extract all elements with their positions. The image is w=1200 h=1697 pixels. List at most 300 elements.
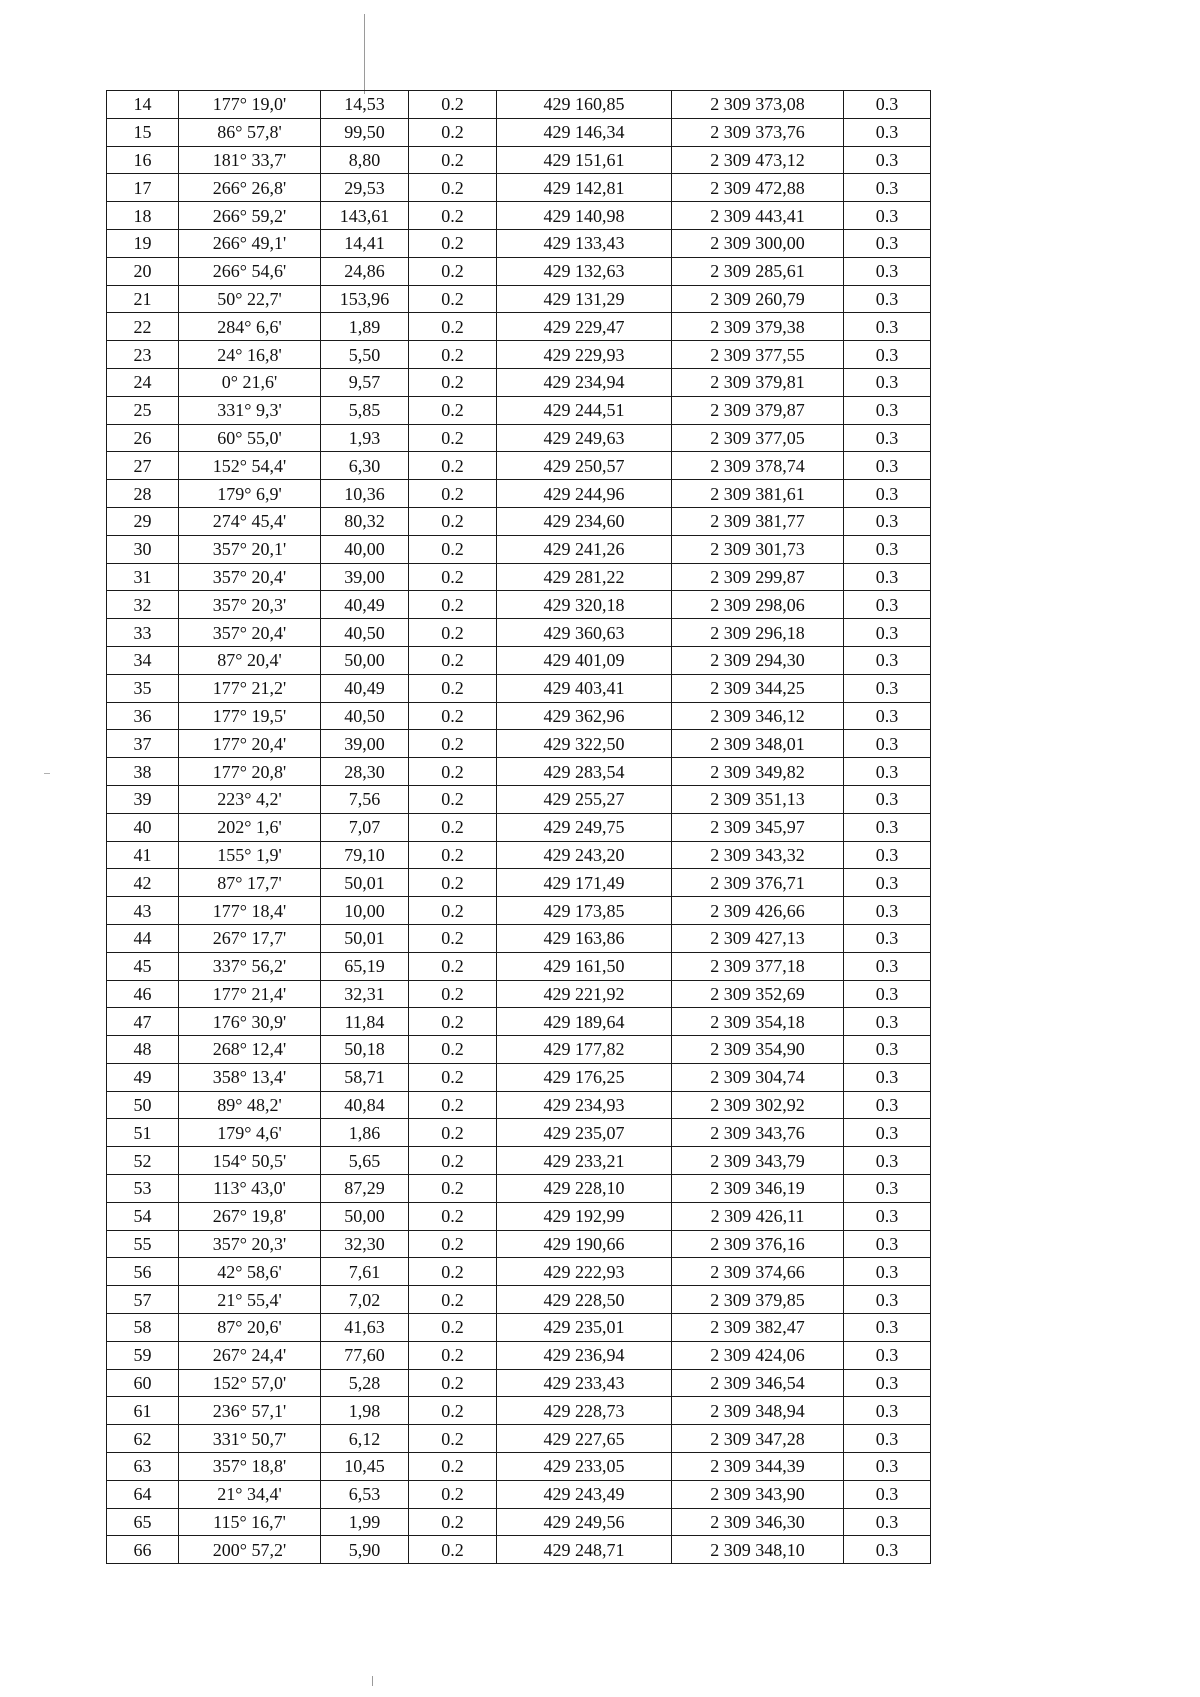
y-coordinate-cell: 2 309 378,74 bbox=[672, 452, 844, 480]
length-error-cell: 0.2 bbox=[409, 1202, 497, 1230]
direction-angle-cell: 266° 54,6' bbox=[179, 257, 321, 285]
table-row bbox=[107, 1258, 931, 1286]
length-error-cell: 0.2 bbox=[409, 730, 497, 758]
point-number-cell: 66 bbox=[107, 1536, 179, 1564]
position-error-cell: 0.3 bbox=[844, 1036, 931, 1064]
position-error-cell: 0.3 bbox=[844, 1286, 931, 1314]
length-error-cell: 0.2 bbox=[409, 507, 497, 535]
scan-artifact-line bbox=[372, 1676, 373, 1686]
table-row bbox=[107, 1175, 931, 1203]
line-length-cell: 11,84 bbox=[321, 1008, 409, 1036]
line-length-cell: 40,00 bbox=[321, 535, 409, 563]
direction-angle-cell: 42° 58,6' bbox=[179, 1258, 321, 1286]
line-length-cell: 28,30 bbox=[321, 758, 409, 786]
point-number-cell: 41 bbox=[107, 841, 179, 869]
y-coordinate-cell: 2 309 381,61 bbox=[672, 480, 844, 508]
table-row bbox=[107, 1147, 931, 1175]
direction-angle-cell: 177° 19,0' bbox=[179, 91, 321, 119]
coordinates-table bbox=[106, 90, 931, 1564]
position-error-cell: 0.3 bbox=[844, 1063, 931, 1091]
direction-angle-cell: 266° 49,1' bbox=[179, 229, 321, 257]
direction-angle-cell: 357° 20,3' bbox=[179, 591, 321, 619]
y-coordinate-cell: 2 309 426,11 bbox=[672, 1202, 844, 1230]
y-coordinate-cell: 2 309 296,18 bbox=[672, 619, 844, 647]
x-coordinate-cell: 429 221,92 bbox=[497, 980, 672, 1008]
length-error-cell: 0.2 bbox=[409, 285, 497, 313]
x-coordinate-cell: 429 229,93 bbox=[497, 341, 672, 369]
position-error-cell: 0.3 bbox=[844, 1397, 931, 1425]
y-coordinate-cell: 2 309 381,77 bbox=[672, 507, 844, 535]
table-row bbox=[107, 563, 931, 591]
line-length-cell: 7,61 bbox=[321, 1258, 409, 1286]
y-coordinate-cell: 2 309 346,19 bbox=[672, 1175, 844, 1203]
position-error-cell: 0.3 bbox=[844, 1425, 931, 1453]
x-coordinate-cell: 429 283,54 bbox=[497, 758, 672, 786]
x-coordinate-cell: 429 190,66 bbox=[497, 1230, 672, 1258]
position-error-cell: 0.3 bbox=[844, 535, 931, 563]
table-row bbox=[107, 1063, 931, 1091]
position-error-cell: 0.3 bbox=[844, 1091, 931, 1119]
y-coordinate-cell: 2 309 373,76 bbox=[672, 118, 844, 146]
direction-angle-cell: 177° 21,2' bbox=[179, 674, 321, 702]
position-error-cell: 0.3 bbox=[844, 341, 931, 369]
position-error-cell: 0.3 bbox=[844, 813, 931, 841]
point-number-cell: 25 bbox=[107, 396, 179, 424]
position-error-cell: 0.3 bbox=[844, 1369, 931, 1397]
position-error-cell: 0.3 bbox=[844, 758, 931, 786]
x-coordinate-cell: 429 250,57 bbox=[497, 452, 672, 480]
line-length-cell: 10,45 bbox=[321, 1453, 409, 1481]
position-error-cell: 0.3 bbox=[844, 507, 931, 535]
position-error-cell: 0.3 bbox=[844, 146, 931, 174]
length-error-cell: 0.2 bbox=[409, 1063, 497, 1091]
point-number-cell: 50 bbox=[107, 1091, 179, 1119]
length-error-cell: 0.2 bbox=[409, 424, 497, 452]
point-number-cell: 60 bbox=[107, 1369, 179, 1397]
line-length-cell: 50,01 bbox=[321, 924, 409, 952]
table-row bbox=[107, 229, 931, 257]
length-error-cell: 0.2 bbox=[409, 257, 497, 285]
point-number-cell: 43 bbox=[107, 897, 179, 925]
table-row bbox=[107, 841, 931, 869]
y-coordinate-cell: 2 309 376,71 bbox=[672, 869, 844, 897]
line-length-cell: 40,50 bbox=[321, 702, 409, 730]
point-number-cell: 58 bbox=[107, 1314, 179, 1342]
x-coordinate-cell: 429 160,85 bbox=[497, 91, 672, 119]
x-coordinate-cell: 429 320,18 bbox=[497, 591, 672, 619]
x-coordinate-cell: 429 249,63 bbox=[497, 424, 672, 452]
length-error-cell: 0.2 bbox=[409, 674, 497, 702]
position-error-cell: 0.3 bbox=[844, 702, 931, 730]
point-number-cell: 31 bbox=[107, 563, 179, 591]
length-error-cell: 0.2 bbox=[409, 91, 497, 119]
length-error-cell: 0.2 bbox=[409, 1147, 497, 1175]
length-error-cell: 0.2 bbox=[409, 1453, 497, 1481]
y-coordinate-cell: 2 309 424,06 bbox=[672, 1341, 844, 1369]
length-error-cell: 0.2 bbox=[409, 1036, 497, 1064]
y-coordinate-cell: 2 309 344,39 bbox=[672, 1453, 844, 1481]
point-number-cell: 62 bbox=[107, 1425, 179, 1453]
direction-angle-cell: 267° 19,8' bbox=[179, 1202, 321, 1230]
table-row bbox=[107, 1397, 931, 1425]
line-length-cell: 41,63 bbox=[321, 1314, 409, 1342]
length-error-cell: 0.2 bbox=[409, 396, 497, 424]
y-coordinate-cell: 2 309 343,76 bbox=[672, 1119, 844, 1147]
direction-angle-cell: 21° 55,4' bbox=[179, 1286, 321, 1314]
x-coordinate-cell: 429 146,34 bbox=[497, 118, 672, 146]
position-error-cell: 0.3 bbox=[844, 1258, 931, 1286]
x-coordinate-cell: 429 228,50 bbox=[497, 1286, 672, 1314]
line-length-cell: 99,50 bbox=[321, 118, 409, 146]
y-coordinate-cell: 2 309 374,66 bbox=[672, 1258, 844, 1286]
point-number-cell: 59 bbox=[107, 1341, 179, 1369]
x-coordinate-cell: 429 235,01 bbox=[497, 1314, 672, 1342]
length-error-cell: 0.2 bbox=[409, 146, 497, 174]
direction-angle-cell: 60° 55,0' bbox=[179, 424, 321, 452]
x-coordinate-cell: 429 163,86 bbox=[497, 924, 672, 952]
length-error-cell: 0.2 bbox=[409, 1397, 497, 1425]
position-error-cell: 0.3 bbox=[844, 285, 931, 313]
position-error-cell: 0.3 bbox=[844, 924, 931, 952]
y-coordinate-cell: 2 309 351,13 bbox=[672, 785, 844, 813]
table-row bbox=[107, 1341, 931, 1369]
y-coordinate-cell: 2 309 344,25 bbox=[672, 674, 844, 702]
point-number-cell: 28 bbox=[107, 480, 179, 508]
position-error-cell: 0.3 bbox=[844, 1314, 931, 1342]
y-coordinate-cell: 2 309 348,94 bbox=[672, 1397, 844, 1425]
length-error-cell: 0.2 bbox=[409, 563, 497, 591]
direction-angle-cell: 87° 17,7' bbox=[179, 869, 321, 897]
length-error-cell: 0.2 bbox=[409, 202, 497, 230]
point-number-cell: 40 bbox=[107, 813, 179, 841]
direction-angle-cell: 236° 57,1' bbox=[179, 1397, 321, 1425]
position-error-cell: 0.3 bbox=[844, 424, 931, 452]
direction-angle-cell: 223° 4,2' bbox=[179, 785, 321, 813]
y-coordinate-cell: 2 309 347,28 bbox=[672, 1425, 844, 1453]
position-error-cell: 0.3 bbox=[844, 591, 931, 619]
position-error-cell: 0.3 bbox=[844, 1147, 931, 1175]
line-length-cell: 6,12 bbox=[321, 1425, 409, 1453]
point-number-cell: 54 bbox=[107, 1202, 179, 1230]
line-length-cell: 14,53 bbox=[321, 91, 409, 119]
x-coordinate-cell: 429 228,73 bbox=[497, 1397, 672, 1425]
y-coordinate-cell: 2 309 379,38 bbox=[672, 313, 844, 341]
y-coordinate-cell: 2 309 346,12 bbox=[672, 702, 844, 730]
length-error-cell: 0.2 bbox=[409, 785, 497, 813]
point-number-cell: 56 bbox=[107, 1258, 179, 1286]
table-row bbox=[107, 813, 931, 841]
direction-angle-cell: 87° 20,4' bbox=[179, 646, 321, 674]
x-coordinate-cell: 429 132,63 bbox=[497, 257, 672, 285]
length-error-cell: 0.2 bbox=[409, 591, 497, 619]
length-error-cell: 0.2 bbox=[409, 758, 497, 786]
table-row bbox=[107, 1036, 931, 1064]
line-length-cell: 50,18 bbox=[321, 1036, 409, 1064]
y-coordinate-cell: 2 309 348,01 bbox=[672, 730, 844, 758]
x-coordinate-cell: 429 140,98 bbox=[497, 202, 672, 230]
point-number-cell: 46 bbox=[107, 980, 179, 1008]
direction-angle-cell: 24° 16,8' bbox=[179, 341, 321, 369]
direction-angle-cell: 358° 13,4' bbox=[179, 1063, 321, 1091]
y-coordinate-cell: 2 309 343,79 bbox=[672, 1147, 844, 1175]
table-row bbox=[107, 396, 931, 424]
x-coordinate-cell: 429 234,93 bbox=[497, 1091, 672, 1119]
direction-angle-cell: 357° 20,3' bbox=[179, 1230, 321, 1258]
direction-angle-cell: 331° 50,7' bbox=[179, 1425, 321, 1453]
table-row bbox=[107, 341, 931, 369]
length-error-cell: 0.2 bbox=[409, 1425, 497, 1453]
position-error-cell: 0.3 bbox=[844, 841, 931, 869]
x-coordinate-cell: 429 235,07 bbox=[497, 1119, 672, 1147]
length-error-cell: 0.2 bbox=[409, 1286, 497, 1314]
length-error-cell: 0.2 bbox=[409, 841, 497, 869]
x-coordinate-cell: 429 322,50 bbox=[497, 730, 672, 758]
table-row bbox=[107, 424, 931, 452]
length-error-cell: 0.2 bbox=[409, 368, 497, 396]
direction-angle-cell: 87° 20,6' bbox=[179, 1314, 321, 1342]
direction-angle-cell: 50° 22,7' bbox=[179, 285, 321, 313]
y-coordinate-cell: 2 309 377,18 bbox=[672, 952, 844, 980]
table-row bbox=[107, 174, 931, 202]
point-number-cell: 29 bbox=[107, 507, 179, 535]
point-number-cell: 48 bbox=[107, 1036, 179, 1064]
length-error-cell: 0.2 bbox=[409, 1508, 497, 1536]
position-error-cell: 0.3 bbox=[844, 563, 931, 591]
position-error-cell: 0.3 bbox=[844, 646, 931, 674]
position-error-cell: 0.3 bbox=[844, 730, 931, 758]
table-row bbox=[107, 1480, 931, 1508]
x-coordinate-cell: 429 236,94 bbox=[497, 1341, 672, 1369]
line-length-cell: 79,10 bbox=[321, 841, 409, 869]
line-length-cell: 6,53 bbox=[321, 1480, 409, 1508]
point-number-cell: 45 bbox=[107, 952, 179, 980]
length-error-cell: 0.2 bbox=[409, 1175, 497, 1203]
table-row bbox=[107, 368, 931, 396]
y-coordinate-cell: 2 309 376,16 bbox=[672, 1230, 844, 1258]
direction-angle-cell: 177° 18,4' bbox=[179, 897, 321, 925]
line-length-cell: 1,98 bbox=[321, 1397, 409, 1425]
point-number-cell: 16 bbox=[107, 146, 179, 174]
length-error-cell: 0.2 bbox=[409, 924, 497, 952]
table-row bbox=[107, 1202, 931, 1230]
length-error-cell: 0.2 bbox=[409, 341, 497, 369]
line-length-cell: 143,61 bbox=[321, 202, 409, 230]
line-length-cell: 24,86 bbox=[321, 257, 409, 285]
line-length-cell: 1,86 bbox=[321, 1119, 409, 1147]
point-number-cell: 26 bbox=[107, 424, 179, 452]
line-length-cell: 7,07 bbox=[321, 813, 409, 841]
position-error-cell: 0.3 bbox=[844, 202, 931, 230]
x-coordinate-cell: 429 249,75 bbox=[497, 813, 672, 841]
x-coordinate-cell: 429 233,05 bbox=[497, 1453, 672, 1481]
y-coordinate-cell: 2 309 473,12 bbox=[672, 146, 844, 174]
x-coordinate-cell: 429 281,22 bbox=[497, 563, 672, 591]
table-row bbox=[107, 952, 931, 980]
x-coordinate-cell: 429 229,47 bbox=[497, 313, 672, 341]
position-error-cell: 0.3 bbox=[844, 897, 931, 925]
direction-angle-cell: 176° 30,9' bbox=[179, 1008, 321, 1036]
x-coordinate-cell: 429 241,26 bbox=[497, 535, 672, 563]
table-row bbox=[107, 285, 931, 313]
point-number-cell: 44 bbox=[107, 924, 179, 952]
point-number-cell: 52 bbox=[107, 1147, 179, 1175]
coordinates-table-body bbox=[107, 91, 931, 1564]
y-coordinate-cell: 2 309 304,74 bbox=[672, 1063, 844, 1091]
point-number-cell: 61 bbox=[107, 1397, 179, 1425]
line-length-cell: 1,89 bbox=[321, 313, 409, 341]
y-coordinate-cell: 2 309 426,66 bbox=[672, 897, 844, 925]
length-error-cell: 0.2 bbox=[409, 1536, 497, 1564]
point-number-cell: 53 bbox=[107, 1175, 179, 1203]
position-error-cell: 0.3 bbox=[844, 1508, 931, 1536]
direction-angle-cell: 337° 56,2' bbox=[179, 952, 321, 980]
direction-angle-cell: 200° 57,2' bbox=[179, 1536, 321, 1564]
length-error-cell: 0.2 bbox=[409, 174, 497, 202]
direction-angle-cell: 89° 48,2' bbox=[179, 1091, 321, 1119]
length-error-cell: 0.2 bbox=[409, 535, 497, 563]
line-length-cell: 5,50 bbox=[321, 341, 409, 369]
direction-angle-cell: 357° 20,1' bbox=[179, 535, 321, 563]
y-coordinate-cell: 2 309 427,13 bbox=[672, 924, 844, 952]
table-row bbox=[107, 702, 931, 730]
line-length-cell: 87,29 bbox=[321, 1175, 409, 1203]
line-length-cell: 32,31 bbox=[321, 980, 409, 1008]
table-row bbox=[107, 785, 931, 813]
point-number-cell: 65 bbox=[107, 1508, 179, 1536]
point-number-cell: 42 bbox=[107, 869, 179, 897]
table-row bbox=[107, 1425, 931, 1453]
y-coordinate-cell: 2 309 343,90 bbox=[672, 1480, 844, 1508]
table-row bbox=[107, 1091, 931, 1119]
y-coordinate-cell: 2 309 346,54 bbox=[672, 1369, 844, 1397]
y-coordinate-cell: 2 309 379,87 bbox=[672, 396, 844, 424]
direction-angle-cell: 357° 18,8' bbox=[179, 1453, 321, 1481]
direction-angle-cell: 152° 57,0' bbox=[179, 1369, 321, 1397]
point-number-cell: 63 bbox=[107, 1453, 179, 1481]
table-row bbox=[107, 452, 931, 480]
point-number-cell: 32 bbox=[107, 591, 179, 619]
length-error-cell: 0.2 bbox=[409, 1369, 497, 1397]
line-length-cell: 65,19 bbox=[321, 952, 409, 980]
scan-artifact-line bbox=[364, 14, 365, 94]
table-row bbox=[107, 535, 931, 563]
table-row bbox=[107, 507, 931, 535]
position-error-cell: 0.3 bbox=[844, 368, 931, 396]
line-length-cell: 39,00 bbox=[321, 730, 409, 758]
length-error-cell: 0.2 bbox=[409, 869, 497, 897]
table-row bbox=[107, 980, 931, 1008]
direction-angle-cell: 177° 20,4' bbox=[179, 730, 321, 758]
direction-angle-cell: 331° 9,3' bbox=[179, 396, 321, 424]
table-row bbox=[107, 897, 931, 925]
table-row bbox=[107, 1119, 931, 1147]
table-row bbox=[107, 313, 931, 341]
x-coordinate-cell: 429 234,94 bbox=[497, 368, 672, 396]
point-number-cell: 47 bbox=[107, 1008, 179, 1036]
length-error-cell: 0.2 bbox=[409, 952, 497, 980]
position-error-cell: 0.3 bbox=[844, 313, 931, 341]
table-row bbox=[107, 646, 931, 674]
length-error-cell: 0.2 bbox=[409, 619, 497, 647]
line-length-cell: 5,65 bbox=[321, 1147, 409, 1175]
point-number-cell: 35 bbox=[107, 674, 179, 702]
point-number-cell: 33 bbox=[107, 619, 179, 647]
position-error-cell: 0.3 bbox=[844, 1119, 931, 1147]
direction-angle-cell: 177° 20,8' bbox=[179, 758, 321, 786]
point-number-cell: 64 bbox=[107, 1480, 179, 1508]
x-coordinate-cell: 429 244,96 bbox=[497, 480, 672, 508]
point-number-cell: 23 bbox=[107, 341, 179, 369]
line-length-cell: 58,71 bbox=[321, 1063, 409, 1091]
length-error-cell: 0.2 bbox=[409, 452, 497, 480]
y-coordinate-cell: 2 309 472,88 bbox=[672, 174, 844, 202]
x-coordinate-cell: 429 131,29 bbox=[497, 285, 672, 313]
x-coordinate-cell: 429 360,63 bbox=[497, 619, 672, 647]
y-coordinate-cell: 2 309 343,32 bbox=[672, 841, 844, 869]
table-row bbox=[107, 1453, 931, 1481]
scan-artifact-dot bbox=[44, 773, 50, 774]
length-error-cell: 0.2 bbox=[409, 1230, 497, 1258]
line-length-cell: 6,30 bbox=[321, 452, 409, 480]
point-number-cell: 55 bbox=[107, 1230, 179, 1258]
x-coordinate-cell: 429 403,41 bbox=[497, 674, 672, 702]
y-coordinate-cell: 2 309 301,73 bbox=[672, 535, 844, 563]
x-coordinate-cell: 429 177,82 bbox=[497, 1036, 672, 1064]
line-length-cell: 40,49 bbox=[321, 674, 409, 702]
length-error-cell: 0.2 bbox=[409, 229, 497, 257]
point-number-cell: 21 bbox=[107, 285, 179, 313]
position-error-cell: 0.3 bbox=[844, 1230, 931, 1258]
x-coordinate-cell: 429 222,93 bbox=[497, 1258, 672, 1286]
y-coordinate-cell: 2 309 379,81 bbox=[672, 368, 844, 396]
table-row bbox=[107, 202, 931, 230]
line-length-cell: 32,30 bbox=[321, 1230, 409, 1258]
point-number-cell: 22 bbox=[107, 313, 179, 341]
direction-angle-cell: 266° 26,8' bbox=[179, 174, 321, 202]
y-coordinate-cell: 2 309 354,90 bbox=[672, 1036, 844, 1064]
length-error-cell: 0.2 bbox=[409, 646, 497, 674]
direction-angle-cell: 357° 20,4' bbox=[179, 619, 321, 647]
direction-angle-cell: 179° 6,9' bbox=[179, 480, 321, 508]
point-number-cell: 30 bbox=[107, 535, 179, 563]
x-coordinate-cell: 429 133,43 bbox=[497, 229, 672, 257]
table-row bbox=[107, 674, 931, 702]
direction-angle-cell: 177° 19,5' bbox=[179, 702, 321, 730]
point-number-cell: 37 bbox=[107, 730, 179, 758]
x-coordinate-cell: 429 228,10 bbox=[497, 1175, 672, 1203]
line-length-cell: 77,60 bbox=[321, 1341, 409, 1369]
length-error-cell: 0.2 bbox=[409, 813, 497, 841]
direction-angle-cell: 113° 43,0' bbox=[179, 1175, 321, 1203]
length-error-cell: 0.2 bbox=[409, 1341, 497, 1369]
line-length-cell: 5,90 bbox=[321, 1536, 409, 1564]
position-error-cell: 0.3 bbox=[844, 1536, 931, 1564]
direction-angle-cell: 115° 16,7' bbox=[179, 1508, 321, 1536]
point-number-cell: 39 bbox=[107, 785, 179, 813]
y-coordinate-cell: 2 309 299,87 bbox=[672, 563, 844, 591]
x-coordinate-cell: 429 233,43 bbox=[497, 1369, 672, 1397]
line-length-cell: 1,99 bbox=[321, 1508, 409, 1536]
table-row bbox=[107, 257, 931, 285]
direction-angle-cell: 357° 20,4' bbox=[179, 563, 321, 591]
position-error-cell: 0.3 bbox=[844, 480, 931, 508]
point-number-cell: 24 bbox=[107, 368, 179, 396]
line-length-cell: 40,50 bbox=[321, 619, 409, 647]
line-length-cell: 153,96 bbox=[321, 285, 409, 313]
position-error-cell: 0.3 bbox=[844, 229, 931, 257]
position-error-cell: 0.3 bbox=[844, 91, 931, 119]
position-error-cell: 0.3 bbox=[844, 396, 931, 424]
